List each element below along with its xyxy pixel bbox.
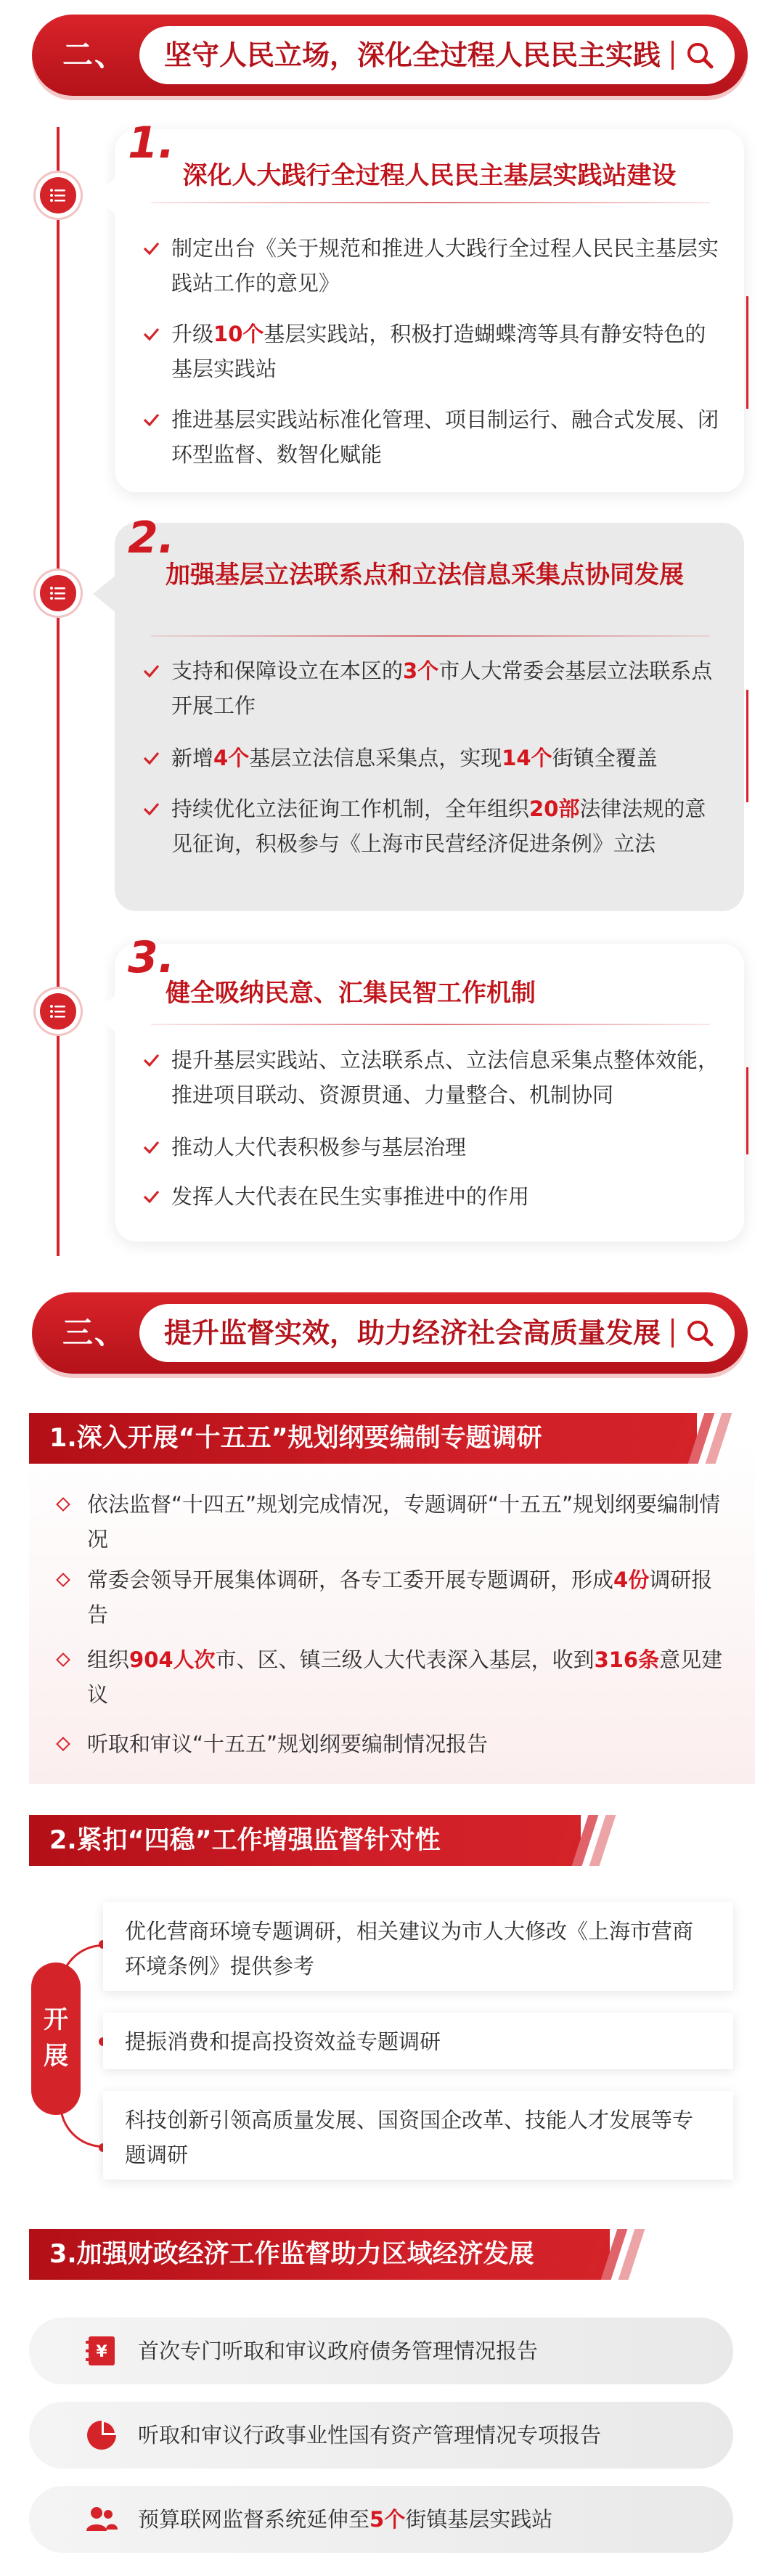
highlight-number: 316条 bbox=[594, 1647, 660, 1672]
section3-title-pill bbox=[139, 1304, 735, 1362]
highlight-number: 4份 bbox=[613, 1568, 650, 1592]
highlight-number: 14个 bbox=[502, 746, 552, 770]
list-item bbox=[142, 1130, 723, 1165]
section2-card-2 bbox=[115, 513, 744, 911]
yuan-document-icon bbox=[84, 2334, 119, 2368]
divider bbox=[151, 1024, 710, 1025]
search-icon[interactable] bbox=[684, 39, 716, 71]
list-item bbox=[142, 1043, 723, 1112]
survey-item: 提振消费和提高投资效益专题调研 bbox=[103, 2013, 733, 2069]
badge-char: 展 bbox=[44, 2042, 68, 2071]
list-icon bbox=[40, 177, 76, 213]
people-icon bbox=[84, 2502, 119, 2537]
card-title: 加强基层立法联系点和立法信息采集点协同发展 bbox=[166, 561, 684, 590]
list-item bbox=[142, 1179, 723, 1214]
checkmark-icon bbox=[142, 1138, 160, 1156]
finance-item-text bbox=[138, 2486, 552, 2553]
section2-card-3 bbox=[115, 932, 744, 1242]
subsection-3-header bbox=[29, 2229, 610, 2280]
subsection-1-header bbox=[29, 1413, 697, 1464]
highlight-number: 904人次 bbox=[129, 1647, 216, 1672]
list-item-text: 法律法规的意见征询，积极参与《上海市民营经济促进条例》立法 bbox=[171, 796, 706, 856]
list-item-text: 推动人大代表积极参与基层治理 bbox=[171, 1135, 467, 1159]
list-item-text: 持续优化立法征询工作机制，全年组织 bbox=[171, 796, 530, 821]
badge-kaizhan bbox=[31, 1962, 81, 2115]
finance-item bbox=[29, 2486, 733, 2553]
list-item-text: 组织 bbox=[87, 1647, 130, 1672]
finance-item-text: 预算联网监督系统延伸至 bbox=[138, 2507, 370, 2532]
list-item-text: 市、区、镇三级人大代表深入基层，收到 bbox=[215, 1647, 595, 1672]
section2-title-pill bbox=[139, 26, 735, 84]
card-accent-bar bbox=[746, 1067, 748, 1154]
list-item-text: 提升基层实践站、立法联系点、立法信息采集点整体效能，推进项目联动、资源贯通、力量整合、机制协同 bbox=[171, 1048, 719, 1107]
list-item-text: 市人大常委会基层立法联系点开展工作 bbox=[171, 659, 713, 718]
highlight-number: 5个 bbox=[369, 2507, 406, 2532]
list-item bbox=[142, 231, 723, 301]
section2-card-1 bbox=[115, 118, 744, 492]
checkmark-icon bbox=[142, 325, 160, 343]
section3-number: 三、 bbox=[62, 1315, 127, 1350]
checkmark-icon bbox=[142, 662, 160, 680]
card-pointer bbox=[93, 177, 116, 215]
section2-number: 二、 bbox=[62, 37, 127, 73]
list-item-text: 调研报告 bbox=[87, 1568, 713, 1627]
decorative-stripes bbox=[563, 1815, 650, 1866]
list-item-text: 意见建议 bbox=[87, 1647, 723, 1707]
list-icon bbox=[40, 575, 76, 611]
list-item-text: 听取和审议“十五五”规划纲要编制情况报告 bbox=[87, 1732, 489, 1756]
card-number: 1. bbox=[128, 118, 175, 168]
list-item-text: 支持和保障设立在本区的 bbox=[171, 659, 404, 683]
list-icon bbox=[40, 993, 76, 1030]
checkmark-icon bbox=[142, 800, 160, 818]
survey-item: 科技创新引领高质量发展、国资国企改革、技能人才发展等专题调研 bbox=[103, 2091, 733, 2180]
card-title: 深化人大践行全过程人民民主基层实践站建设 bbox=[182, 161, 677, 190]
divider bbox=[151, 635, 710, 637]
list-item-text: 制定出台《关于规范和推进人大践行全过程人民民主基层实践站工作的意见》 bbox=[171, 236, 719, 295]
svg-text:¥: ¥ bbox=[96, 2343, 107, 2361]
divider bbox=[671, 1318, 674, 1348]
finance-item bbox=[29, 2318, 733, 2384]
highlight-number: 4个 bbox=[213, 746, 250, 770]
finance-item-text: 街镇基层实践站 bbox=[405, 2507, 553, 2532]
card-number: 3. bbox=[128, 932, 175, 983]
pie-chart-icon bbox=[84, 2418, 119, 2453]
list-item-text: 新增 bbox=[171, 746, 214, 770]
card-accent-bar bbox=[746, 296, 748, 409]
list-item bbox=[58, 1642, 726, 1712]
search-icon[interactable] bbox=[684, 1317, 716, 1349]
survey-item: 优化营商环境专题调研，相关建议为市人大修改《上海市营商环境条例》提供参考 bbox=[103, 1902, 733, 1991]
card-pointer bbox=[93, 575, 116, 613]
list-item-text: 常委会领导开展集体调研，各专工委开展专题调研，形成 bbox=[87, 1568, 614, 1592]
section3-title: 提升监督实效，助力经济社会高质量发展 bbox=[164, 1317, 661, 1349]
list-item bbox=[142, 317, 723, 386]
card-number: 2. bbox=[128, 513, 175, 563]
checkmark-icon bbox=[142, 411, 160, 428]
list-item bbox=[142, 653, 723, 723]
list-item-text: 依法监督“十四五”规划完成情况，专题调研“十五五”规划纲要编制情况 bbox=[87, 1492, 721, 1552]
list-item bbox=[142, 402, 723, 472]
list-item bbox=[58, 1562, 726, 1632]
card-title: 健全吸纳民意、汇集民智工作机制 bbox=[166, 979, 536, 1008]
finance-item bbox=[29, 2402, 733, 2469]
checkmark-icon bbox=[142, 749, 160, 767]
checkmark-icon bbox=[142, 240, 160, 257]
section2-banner bbox=[32, 15, 748, 96]
timeline-line bbox=[57, 127, 60, 1256]
list-item-text: 升级 bbox=[171, 322, 214, 346]
list-item bbox=[58, 1727, 726, 1761]
checkmark-icon bbox=[142, 1188, 160, 1205]
divider bbox=[671, 41, 674, 70]
highlight-number: 10个 bbox=[213, 322, 264, 346]
section3-banner bbox=[32, 1292, 748, 1374]
subsection-title: 1.深入开展“十五五”规划纲要编制专题调研 bbox=[49, 1424, 542, 1453]
card-accent-bar bbox=[746, 690, 748, 802]
finance-item-text: 首次专门听取和审议政府债务管理情况报告 bbox=[138, 2339, 539, 2363]
list-item-text: 推进基层实践站标准化管理、项目制运行、融合式发展、闭环型监督、数智化赋能 bbox=[171, 407, 719, 467]
list-item-text: 基层立法信息采集点，实现 bbox=[249, 746, 502, 770]
list-item-text: 街镇全覆盖 bbox=[552, 746, 658, 770]
finance-item-text: 听取和审议行政事业性国有资产管理情况专项报告 bbox=[138, 2423, 602, 2447]
decorative-stripes bbox=[679, 1413, 766, 1464]
decorative-stripes bbox=[592, 2229, 679, 2280]
list-item-text: 发挥人大代表在民生实事推进中的作用 bbox=[171, 1184, 530, 1209]
subsection-title: 2.紧扣“四稳”工作增强监督针对性 bbox=[49, 1826, 441, 1855]
highlight-number: 3个 bbox=[403, 659, 439, 683]
subsection-2-header bbox=[29, 1815, 581, 1866]
subsection-title: 3.加强财政经济工作监督助力区域经济发展 bbox=[49, 2240, 534, 2269]
divider bbox=[151, 202, 710, 203]
list-item-text: 基层实践站，积极打造蝴蝶湾等具有静安特色的基层实践站 bbox=[171, 322, 706, 381]
list-item bbox=[58, 1487, 726, 1557]
list-item bbox=[142, 791, 723, 861]
list-item bbox=[142, 741, 723, 775]
section2-title: 坚守人民立场，深化全过程人民民主实践 bbox=[164, 39, 661, 71]
checkmark-icon bbox=[142, 1051, 160, 1069]
badge-char: 开 bbox=[44, 2005, 68, 2034]
card-pointer bbox=[93, 995, 116, 1032]
highlight-number: 20部 bbox=[529, 796, 580, 821]
